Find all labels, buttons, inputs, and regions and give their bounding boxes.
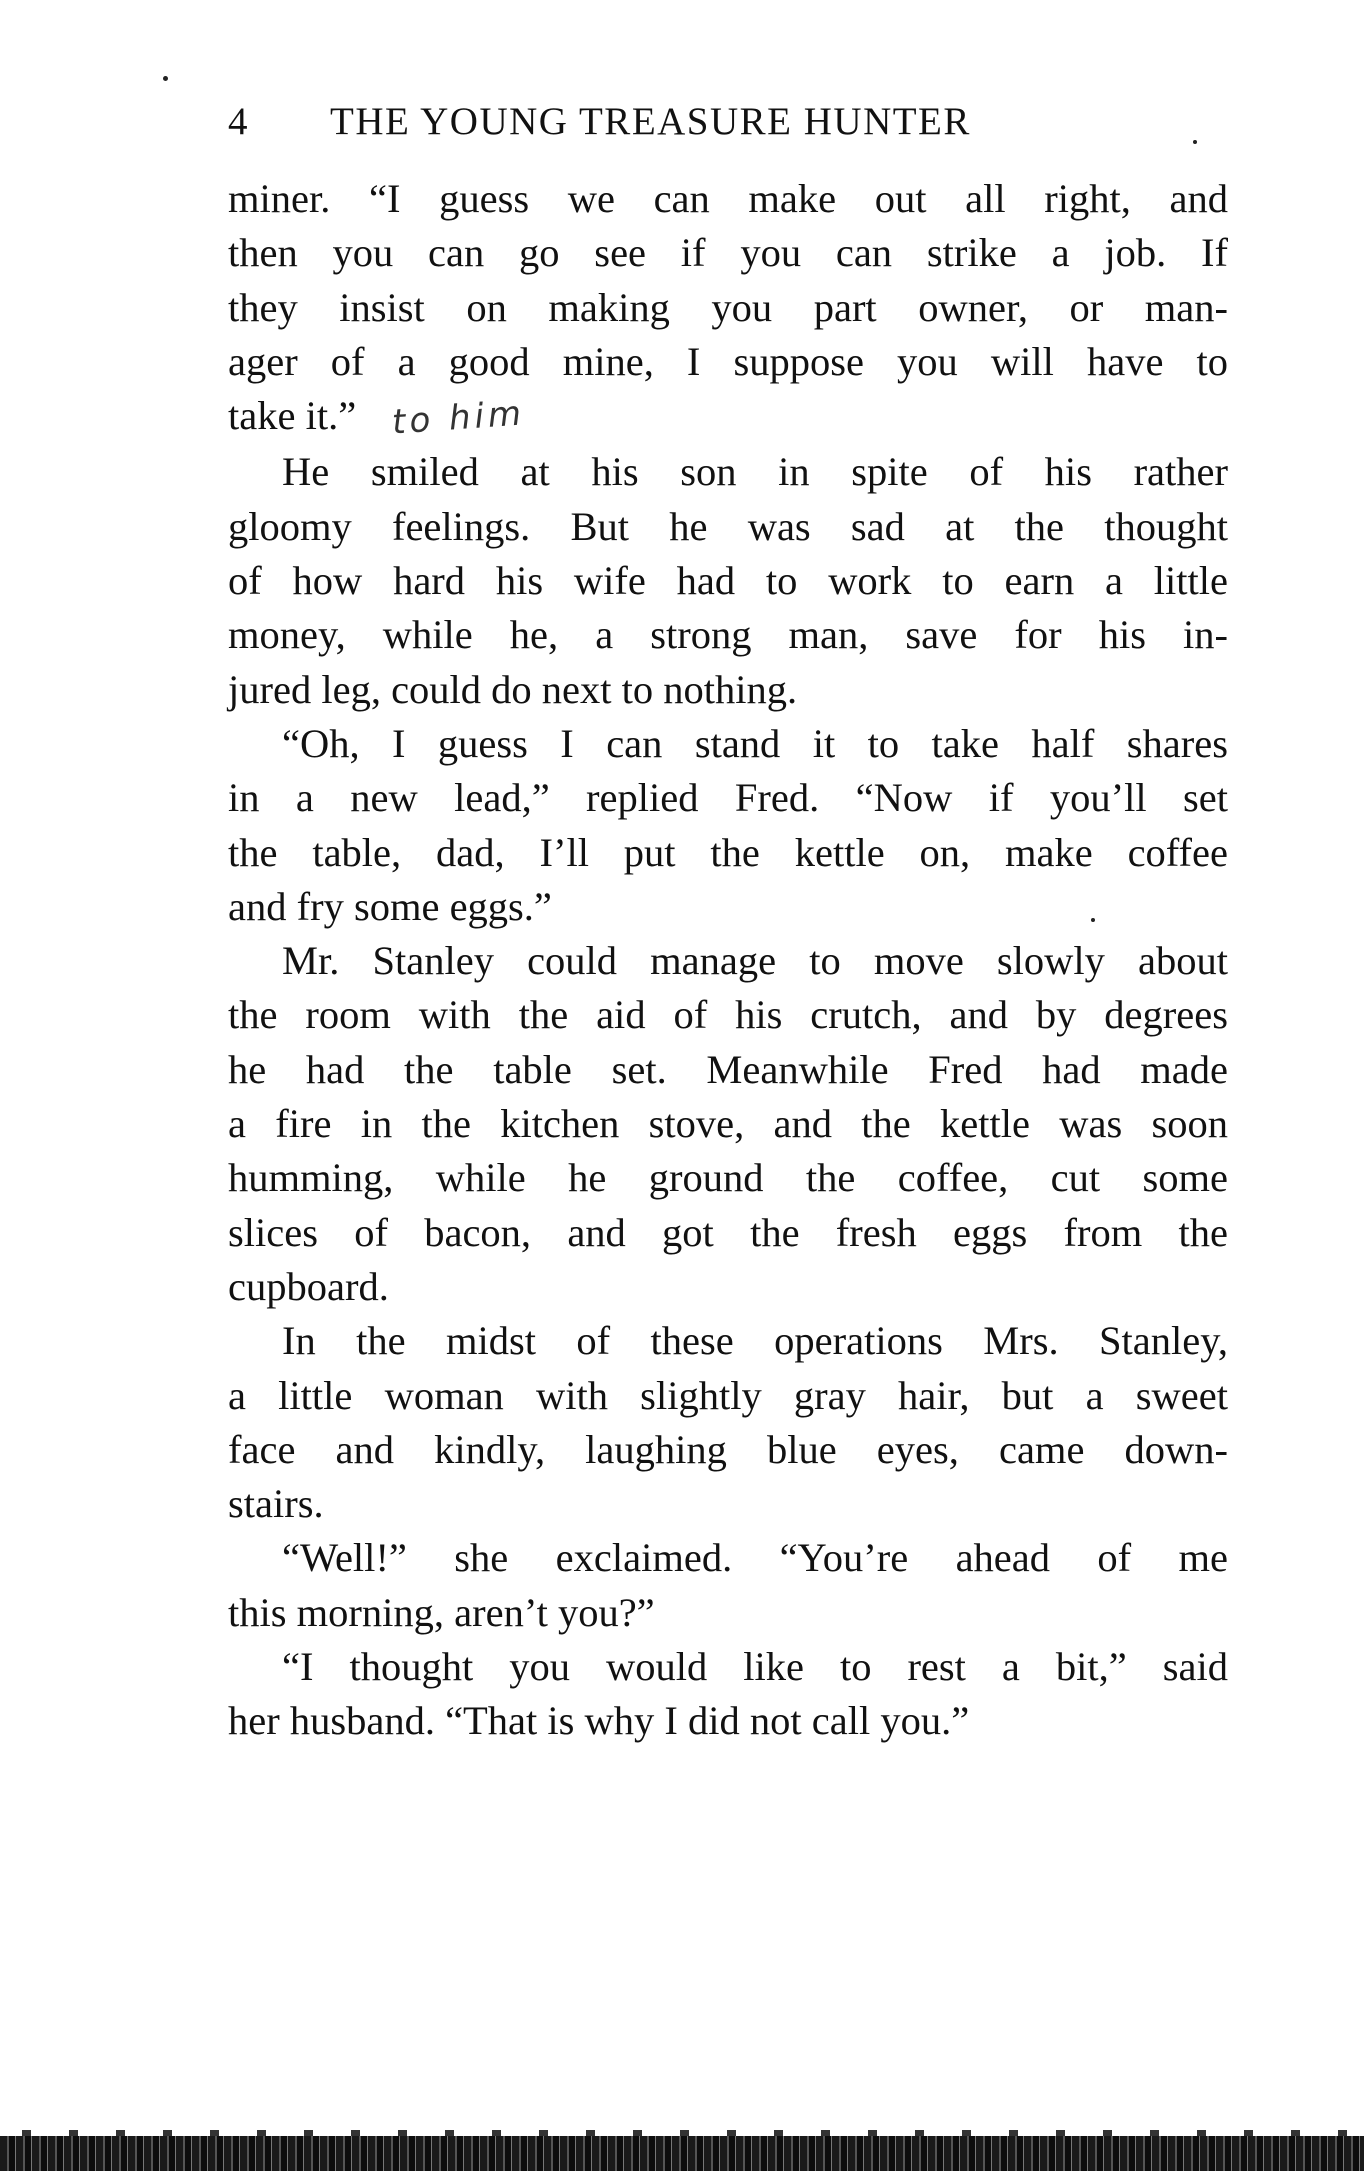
text-line — [228, 500, 1228, 554]
text-line — [228, 663, 1228, 717]
line-text: and fry some eggs.” — [228, 883, 552, 929]
line-text: the table, dad, I’ll put the kettle on, make coffee — [228, 829, 1228, 875]
line-text: then you can go see if you can strike a job. If — [228, 230, 1228, 276]
text-line — [228, 826, 1228, 880]
line-text: “I thought you would like to rest a bit,” said — [282, 1644, 1228, 1690]
text-line — [228, 1531, 1228, 1585]
line-text: gloomy feelings. But he was sad at the thought — [228, 503, 1228, 549]
text-line — [228, 717, 1228, 771]
line-text: “Oh, I guess I can stand it to take half shares — [282, 720, 1228, 766]
line-text: he had the table set. Meanwhile Fred had made — [228, 1046, 1228, 1092]
line-text: ager of a good mine, I suppose you will have to — [228, 338, 1228, 384]
line-text: jured leg, could do next to nothing. — [228, 666, 798, 712]
text-line — [228, 880, 1228, 934]
text-line — [228, 608, 1228, 662]
text-line — [228, 988, 1228, 1042]
text-line — [228, 554, 1228, 608]
line-text: slices of bacon, and got the fresh eggs from the — [228, 1209, 1228, 1255]
line-text: a little woman with slightly gray hair, but a sweet — [228, 1372, 1228, 1418]
text-line — [228, 1314, 1228, 1368]
scan-edge-band — [0, 2136, 1364, 2171]
text-line — [228, 1477, 1228, 1531]
line-text: humming, while he ground the coffee, cut some — [228, 1155, 1228, 1201]
text-line — [228, 1206, 1228, 1260]
line-text: He smiled at his son in spite of his rather — [282, 449, 1228, 495]
running-title: THE YOUNG TREASURE HUNTER — [330, 100, 971, 143]
text-line — [228, 226, 1228, 280]
line-text: of how hard his wife had to work to earn a little — [228, 558, 1228, 604]
text-line — [228, 1151, 1228, 1205]
line-text: this morning, aren’t you?” — [228, 1589, 655, 1635]
text-line — [228, 1369, 1228, 1423]
text-line — [228, 1423, 1228, 1477]
text-line — [228, 1097, 1228, 1151]
text-line — [228, 445, 1228, 499]
text-line — [228, 1260, 1228, 1314]
print-speck — [1193, 140, 1197, 144]
line-text: in a new lead,” replied Fred. “Now if you’ll set — [228, 775, 1228, 821]
line-text: Mr. Stanley could manage to move slowly about — [282, 938, 1228, 984]
line-text: money, while he, a strong man, save for his in- — [228, 612, 1228, 658]
line-text: miner. “I guess we can make out all right, and — [228, 176, 1228, 221]
text-line — [228, 1586, 1228, 1640]
handwritten-annotation: to him — [390, 393, 527, 443]
text-line — [228, 1640, 1228, 1694]
line-text: take it.” — [228, 393, 357, 439]
text-line — [228, 281, 1228, 335]
line-text: face and kindly, laughing blue eyes, came down- — [228, 1426, 1228, 1472]
text-line — [228, 934, 1228, 988]
line-text: the room with the aid of his crutch, and by degrees — [228, 992, 1228, 1038]
line-text: they insist on making you part owner, or man- — [228, 284, 1228, 330]
line-text: In the midst of these operations Mrs. Stanley, — [282, 1318, 1228, 1364]
text-line — [228, 1043, 1228, 1097]
text-line — [228, 172, 1228, 226]
page-number: 4 — [228, 100, 249, 143]
text-line — [228, 771, 1228, 825]
text-line — [228, 389, 1228, 445]
print-speck — [163, 76, 168, 81]
line-text: “Well!” she exclaimed. “You’re ahead of me — [282, 1535, 1228, 1581]
text-line — [228, 1694, 1228, 1748]
line-text: a fire in the kitchen stove, and the kettle was soon — [228, 1101, 1228, 1147]
body-text — [228, 172, 1228, 1749]
running-head — [228, 92, 1228, 152]
line-text: her husband. “That is why I did not call you.” — [228, 1698, 970, 1744]
print-speck — [1091, 918, 1095, 922]
line-text: cupboard. — [228, 1263, 389, 1309]
text-line — [228, 335, 1228, 389]
line-text: stairs. — [228, 1481, 324, 1527]
